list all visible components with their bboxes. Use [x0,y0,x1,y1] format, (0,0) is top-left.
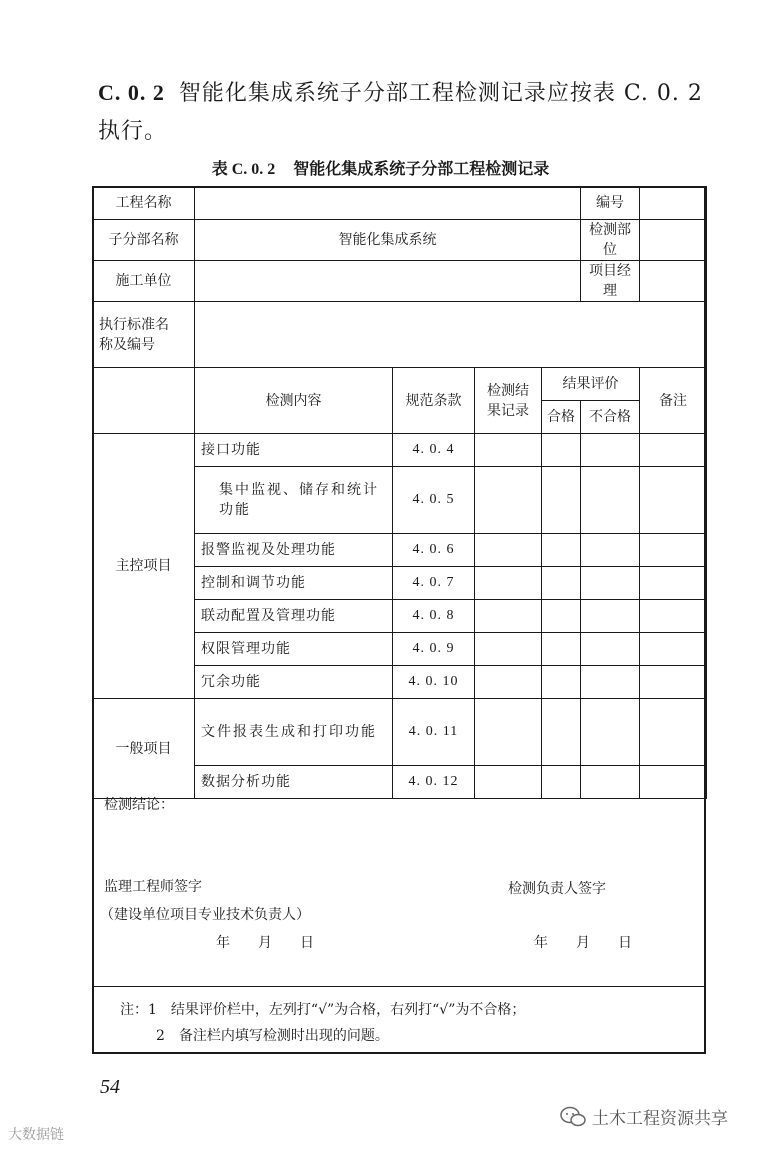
table-number: 表 C. 0. 2 [211,161,276,178]
item-content: 集中监视、储存和统计功能 [195,467,393,534]
manager-label: 项目经理 [581,261,640,302]
table-frame [92,186,706,1054]
item-content: 控制和调节功能 [195,567,393,600]
item-clause: 4. 0. 8 [393,600,475,633]
conclusion-label: 检测结论： [104,797,174,813]
col-fail: 不合格 [581,401,640,434]
col-record: 检测结果记录 [475,368,542,434]
subdivision-value: 智能化集成系统 [195,220,581,261]
item-clause: 4. 0. 10 [393,666,475,699]
supervisor-sign-label: 监理工程师签字 [104,879,202,895]
watermark-left-text: 大数据链 [8,1127,64,1143]
item-clause: 4. 0. 9 [393,633,475,666]
item-clause: 4. 0. 6 [393,534,475,567]
item-content: 权限管理功能 [195,633,393,666]
item-clause: 4. 0. 7 [393,567,475,600]
item-content: 接口功能 [195,434,393,467]
item-clause: 4. 0. 5 [393,467,475,534]
section-number: C. 0. 2 [98,80,165,105]
project-name-label: 工程名称 [93,187,195,220]
constructor-label: 施工单位 [93,261,195,302]
table-caption [0,156,761,179]
item-content: 冗余功能 [195,666,393,699]
item-content: 文件报表生成和打印功能 [195,699,393,766]
note-1: 注：1 结果评价栏中，左列打“√”为合格，右列打“√”为不合格； [120,1002,526,1018]
watermark-left [8,1124,64,1144]
col-pass: 合格 [542,401,581,434]
supervisor-alt-label: （建设单位项目专业技术负责人） [100,907,310,923]
section-text: 智能化集成系统子分部工程检测记录应按表 C. 0. 2 执行。 [98,81,703,144]
page-number: 54 [100,1076,120,1098]
supervisor-date: 年 月 日 [216,935,314,951]
subdivision-label: 子分部名称 [93,220,195,261]
inspection-part-label: 检测部位 [581,220,640,261]
col-remarks: 备注 [640,368,707,434]
group-general: 一般项目 [93,699,195,799]
item-clause: 4. 0. 4 [393,434,475,467]
standard-label: 执行标准名称及编号 [93,302,195,368]
col-evaluation: 结果评价 [542,368,640,401]
item-content: 数据分析功能 [195,766,393,799]
inspector-sign-label: 检测负责人签字 [508,881,606,897]
item-clause: 4. 0. 11 [393,699,475,766]
col-clause: 规范条款 [393,368,475,434]
item-content: 联动配置及管理功能 [195,600,393,633]
note-2: 2 备注栏内填写检测时出现的问题。 [156,1028,389,1044]
watermark-right [560,1104,728,1129]
watermark-right-text: 土木工程资源共享 [592,1109,728,1129]
table-title: 智能化集成系统子分部工程检测记录 [293,159,550,178]
group-main: 主控项目 [93,434,195,699]
wechat-icon [560,1106,586,1128]
serial-label: 编号 [581,187,640,220]
item-content: 报警监视及处理功能 [195,534,393,567]
item-clause: 4. 0. 12 [393,766,475,799]
section-heading [98,74,728,151]
inspector-date: 年 月 日 [534,935,632,951]
col-content: 检测内容 [195,368,393,434]
